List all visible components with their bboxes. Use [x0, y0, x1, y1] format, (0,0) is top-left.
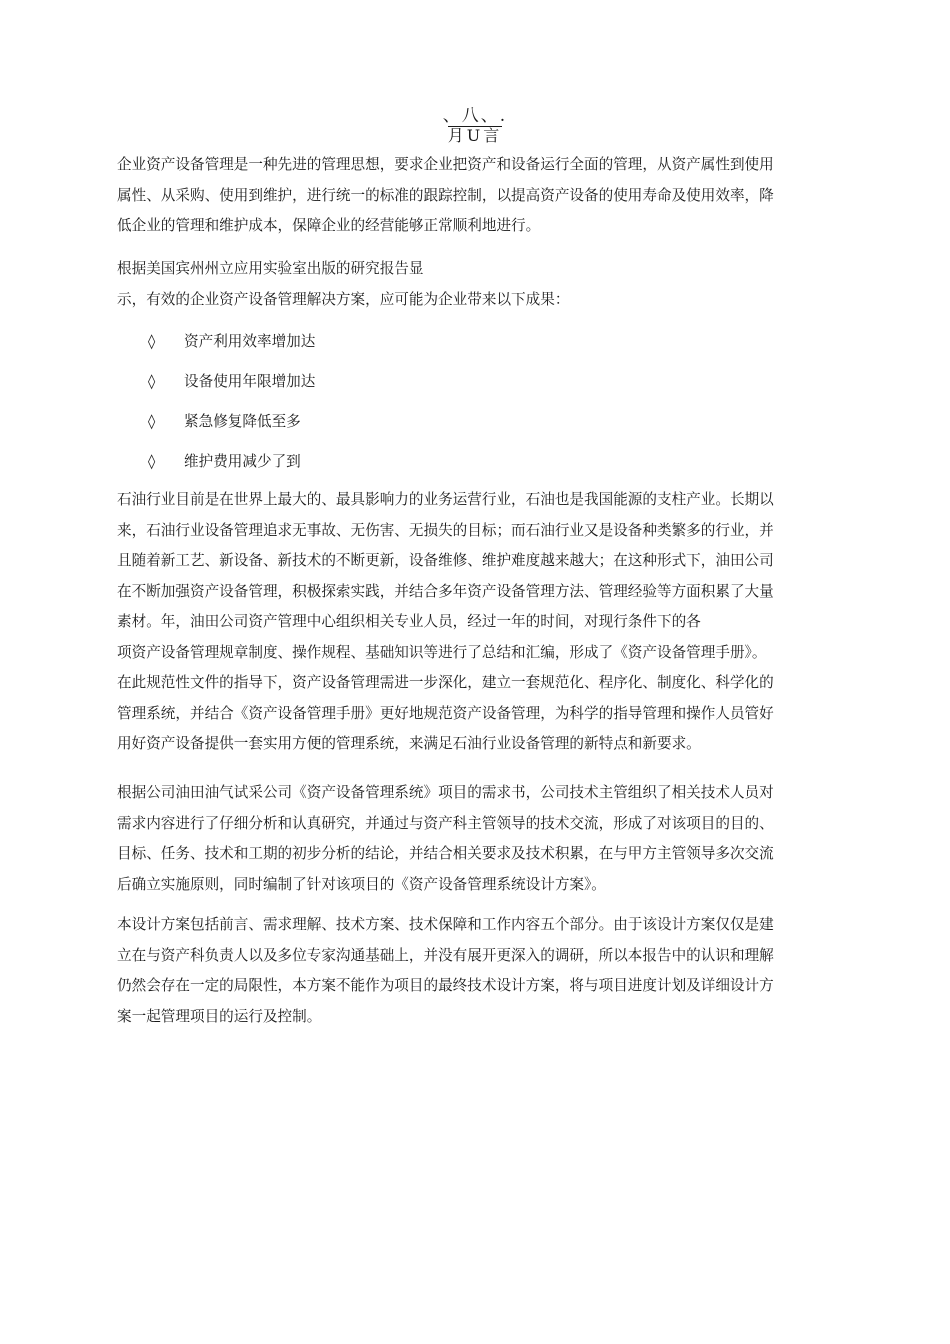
bullet-text: 资产利用效率增加达	[184, 333, 316, 350]
bullet-text: 维护费用减少了到	[184, 453, 301, 470]
text-line: 仍然会存在一定的局限性，本方案不能作为项目的最终技术设计方案，将与项目进度计划及详细设计方	[117, 977, 774, 994]
bullet-text: 设备使用年限增加达	[184, 373, 316, 390]
text-line: 项资产设备管理规章制度、操作规程、基础知识等进行了总结和汇编，形成了《资产设备管理手册》。	[117, 643, 767, 661]
text-line: 素材。年，油田公司资产管理中心组织相关专业人员，经过一年的时间，对现行条件下的各	[117, 613, 701, 630]
bullet-item	[148, 452, 301, 472]
text-line: 需求内容进行了仔细分析和认真研究，并通过与资产科主管领导的技术交流，形成了对该项目的目的、	[117, 814, 774, 832]
paragraph-oil-industry	[117, 485, 835, 760]
text-line: 且随着新工艺、新设备、新技术的不断更新，设备维修、维护难度越来越大；在这种形式下，油田公司	[117, 552, 774, 569]
text-line: 案一起管理项目的运行及控制。	[117, 1007, 322, 1025]
text-line: 管理系统，并结合《资产设备管理手册》更好地规范资产设备管理，为科学的指导管理和操作人员管好	[117, 704, 774, 722]
text-line: 在此规范性文件的指导下，资产设备管理需进一步深化，建立一套规范化、程序化、制度化、科学化的	[117, 674, 774, 691]
text-line: 来，石油行业设备管理追求无事故、无伤害、无损失的目标；而石油行业又是设备种类繁多的行业，并	[117, 521, 774, 539]
bullet-item	[148, 372, 315, 392]
text-line: 属性、从采购、使用到维护，进行统一的标准的跟踪控制，以提高资产设备的使用寿命及使用效率，降	[117, 186, 774, 204]
text-line: 低企业的管理和维护成本，保障企业的经营能够正常顺利地进行。	[117, 217, 541, 234]
heading-line-2: 月U言	[447, 126, 503, 145]
text-line: 根据美国宾州州立应用实验室出版的研究报告显	[117, 260, 424, 277]
bullet-item	[148, 412, 301, 432]
diamond-bullet-icon: ◊	[148, 453, 156, 470]
bullet-item	[148, 332, 315, 352]
diamond-bullet-icon: ◊	[148, 333, 156, 350]
page-heading	[0, 107, 950, 145]
text-line: 示，有效的企业资产设备管理解决方案，应可能为企业带来以下成果：	[117, 290, 570, 308]
text-line: 在不断加强资产设备管理，积极探索实践，并结合多年资产设备管理方法、管理经验等方面积累了大量	[117, 582, 774, 600]
heading-line-1: 、八、.	[442, 106, 508, 126]
text-line: 立在与资产科负责人以及多位专家沟通基础上，并没有展开更深入的调研，所以本报告中的认识和理解	[117, 946, 774, 964]
text-line: 根据公司油田油气试采公司《资产设备管理系统》项目的需求书，公司技术主管组织了相关技术人员对	[117, 784, 774, 801]
text-line: 后确立实施原则，同时编制了针对该项目的《资产设备管理系统设计方案》。	[117, 875, 606, 893]
text-line: 目标、任务、技术和工期的初步分析的结论，并结合相关要求及技术积累，在与甲方主管领导多次交流	[117, 845, 774, 862]
text-line: 用好资产设备提供一套实用方便的管理系统，来满足石油行业设备管理的新特点和新要求。	[117, 735, 701, 752]
paragraph-requirements	[117, 778, 835, 900]
diamond-bullet-icon: ◊	[148, 413, 156, 430]
diamond-bullet-icon: ◊	[148, 373, 156, 390]
paragraph-scope	[117, 910, 835, 1032]
paragraph-intro	[117, 150, 835, 242]
text-line: 本设计方案包括前言、需求理解、技术方案、技术保障和工作内容五个部分。由于该设计方案仅仅是建	[117, 916, 774, 933]
bullet-text: 紧急修复降低至多	[184, 413, 301, 430]
text-line: 石油行业目前是在世界上最大的、最具影响力的业务运营行业，石油也是我国能源的支柱产业。长期以	[117, 491, 774, 508]
text-line: 企业资产设备管理是一种先进的管理思想，要求企业把资产和设备运行全面的管理，从资产属性到使用	[117, 156, 774, 173]
paragraph-research	[117, 254, 835, 315]
